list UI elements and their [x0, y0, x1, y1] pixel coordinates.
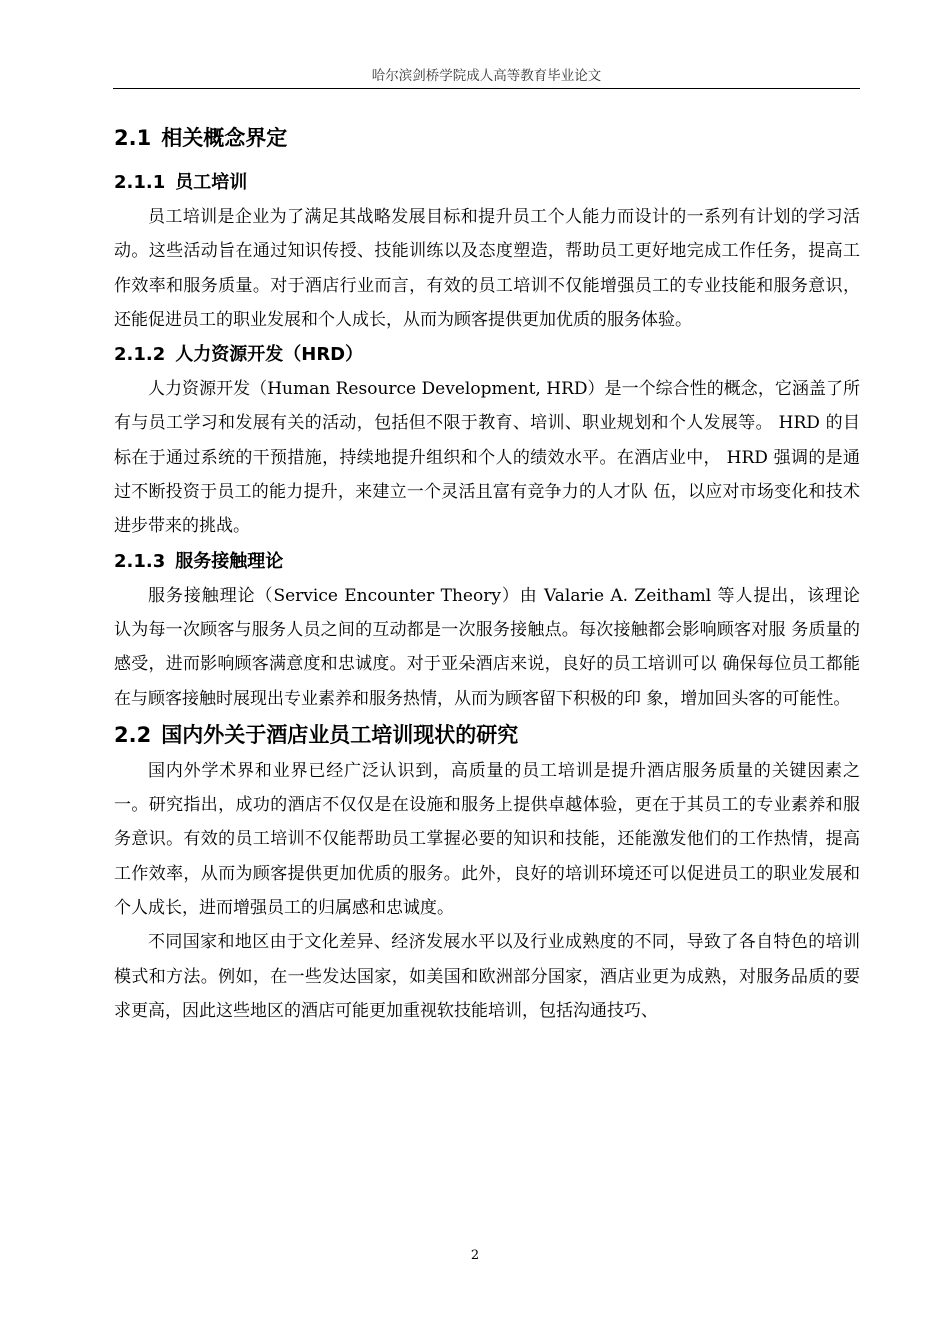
section-heading-2-1-3 [114, 544, 860, 579]
section-heading-2-1-1 [114, 165, 860, 200]
section-title: 服务接触理论 [175, 550, 284, 572]
section-number: 2.1 [114, 126, 152, 150]
header-rule [113, 88, 860, 89]
paragraph-staff-training: 员工培训是企业为了满足其战略发展目标和提升员工个人能力而设计的一系列有计划的学习活动。这些活动旨在通过知识传授、技能训练以及态度塑造，帮助员工更好地完成工作任务，提高工作效率和服务质量。对于酒店行业而言，有效的员工培训不仅能增强员工的专业技能和服务意识，还能促进员工的职业发展和个人成长，从而为顾客提供更加优质的服务体验。 [114, 207, 860, 330]
section-heading-2-1-2 [114, 337, 860, 372]
running-header: 哈尔滨剑桥学院成人高等教育毕业论文 [371, 68, 602, 84]
section-number: 2.1.2 [114, 344, 166, 366]
paragraph-research-1: 国内外学术界和业界已经广泛认识到，高质量的员工培训是提升酒店服务质量的关键因素之一。研究指出，成功的酒店不仅仅是在设施和服务上提供卓越体验，更在于其员工的专业素养和服务意识。有效的员工培训不仅能帮助员工掌握必要的知识和技能，还能激发他们的工作热情，提高工作效率，从而为顾客提供更加优质的服务。此外，良好的培训环境还可以促进员工的职业发展和个人成长，进而增强员工的归属感和忠诚度。 [114, 760, 860, 919]
section-title: 相关概念界定 [161, 126, 288, 150]
section-title: 人力资源开发（HRD） [175, 344, 364, 366]
section-title: 员工培训 [175, 172, 248, 193]
section-number: 2.2 [114, 722, 152, 747]
section-heading-2-1 [114, 119, 860, 157]
paragraph-service-encounter: 服务接触理论（Service Encounter Theory）由 Valarie A. Zeithaml 等人提出，该理论 认为每一次顾客与服务人员之间的互动都是一次服务接触点。每次接触都会影响顾客对服 务质量的感受，进而影响顾客满意度和忠诚度。对于亚朵酒店来说，良好的员工培训可以 确保每位员工都能在与顾客接触时展现出专业素养和服务热情，从而为顾客留下积极的印 象，增加回头客的可能性。 [114, 585, 860, 709]
section-heading-2-2 [114, 716, 860, 754]
section-number: 2.1.1 [114, 172, 166, 193]
section-number: 2.1.3 [114, 550, 166, 572]
page-body [114, 119, 860, 1028]
paragraph-research-2: 不同国家和地区由于文化差异、经济发展水平以及行业成熟度的不同，导致了各自特色的培训模式和方法。例如，在一些发达国家，如美国和欧洲部分国家，酒店业更为成熟，对服务品质的要求更高，因此这些地区的酒店可能更加重视软技能培训，包括沟通技巧、 [114, 932, 860, 1021]
section-title: 国内外关于酒店业员工培训现状的研究 [161, 722, 519, 747]
paragraph-hrd: 人力资源开发（Human Resource Development, HRD）是一个综合性的概念，它涵盖了所有与员工学习和发展有关的活动，包括但不限于教育、培训、职业规划和个人发展等。 HRD 的目标在于通过系统的干预措施，持续地提升组织和个人的绩效水平。在酒店业中， HRD 强调的是通过不断投资于员工的能力提升，来建立一个灵活且富有竞争力的人才队 伍，以应对市场变化和技术进步带来的挑战。 [114, 379, 860, 537]
page-number: 2 [470, 1248, 480, 1263]
